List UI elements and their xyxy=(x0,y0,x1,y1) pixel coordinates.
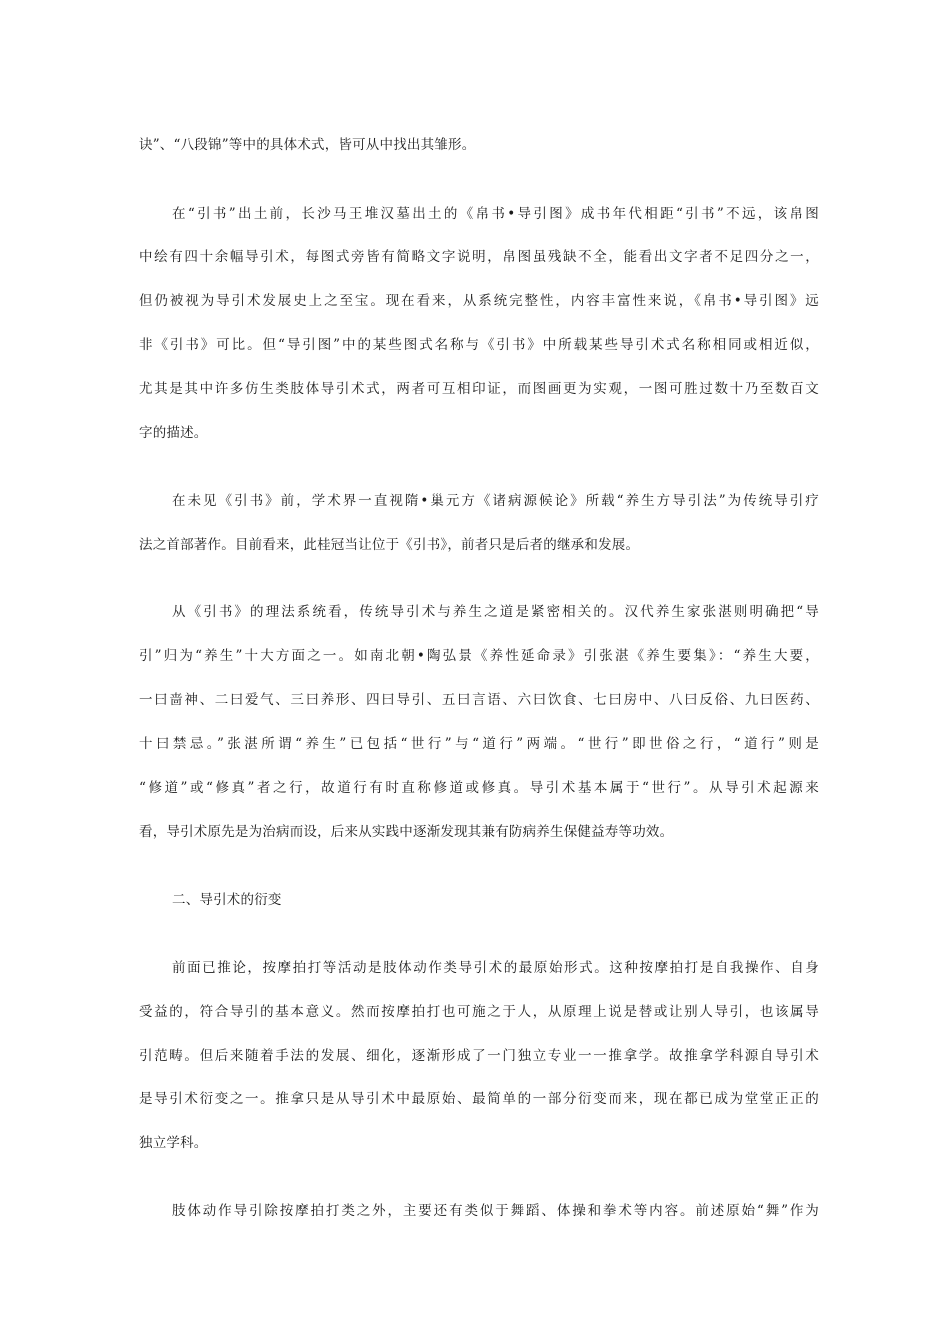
paragraph-line: 尤其是其中许多仿生类肢体导引术式，两者可互相印证，而图画更为实观，一图可胜过数十乃至数百文 xyxy=(139,381,819,397)
paragraph-line: 中绘有四十余幅导引术，每图式旁皆有简略文字说明，帛图虽残缺不全，能看出文字者不足四分之一， xyxy=(139,249,819,265)
section-heading: 二、导引术的衍变 xyxy=(172,892,282,908)
paragraph-line: 一曰啬神、二曰爱气、三曰养形、四曰导引、五曰言语、六曰饮食、七曰房中、八曰反俗、九曰医药、 xyxy=(139,692,819,708)
paragraph-line: 是导引术衍变之一。推拿只是从导引术中最原始、最简单的一部分衍变而来，现在都已成为堂堂正正的 xyxy=(139,1091,819,1107)
paragraph-line: 看，导引术原先是为治病而设，后来从实践中逐渐发现其兼有防病养生保健益寿等功效。 xyxy=(139,824,674,840)
paragraph-line: 肢体动作导引除按摩拍打类之外，主要还有类似于舞蹈、体操和拳术等内容。前述原始“舞”作为 xyxy=(172,1203,819,1219)
paragraph-line: 诀”、“八段锦”等中的具体术式，皆可从中找出其雏形。 xyxy=(139,137,476,153)
paragraph-line: 从《引书》的理法系统看，传统导引术与养生之道是紧密相关的。汉代养生家张湛则明确把“导 xyxy=(172,604,819,620)
paragraph-line: 在“引书”出土前，长沙马王堆汉墓出土的《帛书•导引图》成书年代相距“引书”不远，该帛图 xyxy=(172,206,819,222)
paragraph-line: 引范畴。但后来随着手法的发展、细化，逐渐形成了一门独立专业一一推拿学。故推拿学科源自导引术 xyxy=(139,1048,819,1064)
paragraph-line: “修道”或“修真”者之行，故道行有时直称修道或修真。导引术基本属于“世行”。从导引术起源来 xyxy=(139,780,819,796)
paragraph-line: 法之首部著作。目前看来，此桂冠当让位于《引书》，前者只是后者的继承和发展。 xyxy=(139,537,640,553)
paragraph-line: 在未见《引书》前，学术界一直视隋•巢元方《诸病源候论》所载“养生方导引法”为传统导引疗 xyxy=(172,493,819,509)
paragraph-line: 字的描述。 xyxy=(139,425,208,441)
paragraph-line: 前面已推论，按摩拍打等活动是肢体动作类导引术的最原始形式。这种按摩拍打是自我操作、自身 xyxy=(172,960,819,976)
paragraph-line: 但仍被视为导引术发展史上之至宝。现在看来，从系统完整性，内容丰富性来说，《帛书•导引图》远 xyxy=(139,293,819,309)
paragraph-line: 独立学科。 xyxy=(139,1135,208,1151)
paragraph-line: 引”归为“养生”十大方面之一。如南北朝•陶弘景《养性延命录》引张湛《养生要集》：“养生大要， xyxy=(139,648,819,664)
paragraph-line: 非《引书》可比。但“导引图”中的某些图式名称与《引书》中所载某些导引术式名称相同或相近似， xyxy=(139,337,819,353)
paragraph-line: 受益的，符合导引的基本意义。然而按摩拍打也可施之于人，从原理上说是替或让别人导引，也该属导 xyxy=(139,1004,819,1020)
paragraph-line: 十曰禁忌。”张湛所谓“养生”已包括“世行”与“道行”两端。“世行”即世俗之行，“道行”则是 xyxy=(139,736,819,752)
